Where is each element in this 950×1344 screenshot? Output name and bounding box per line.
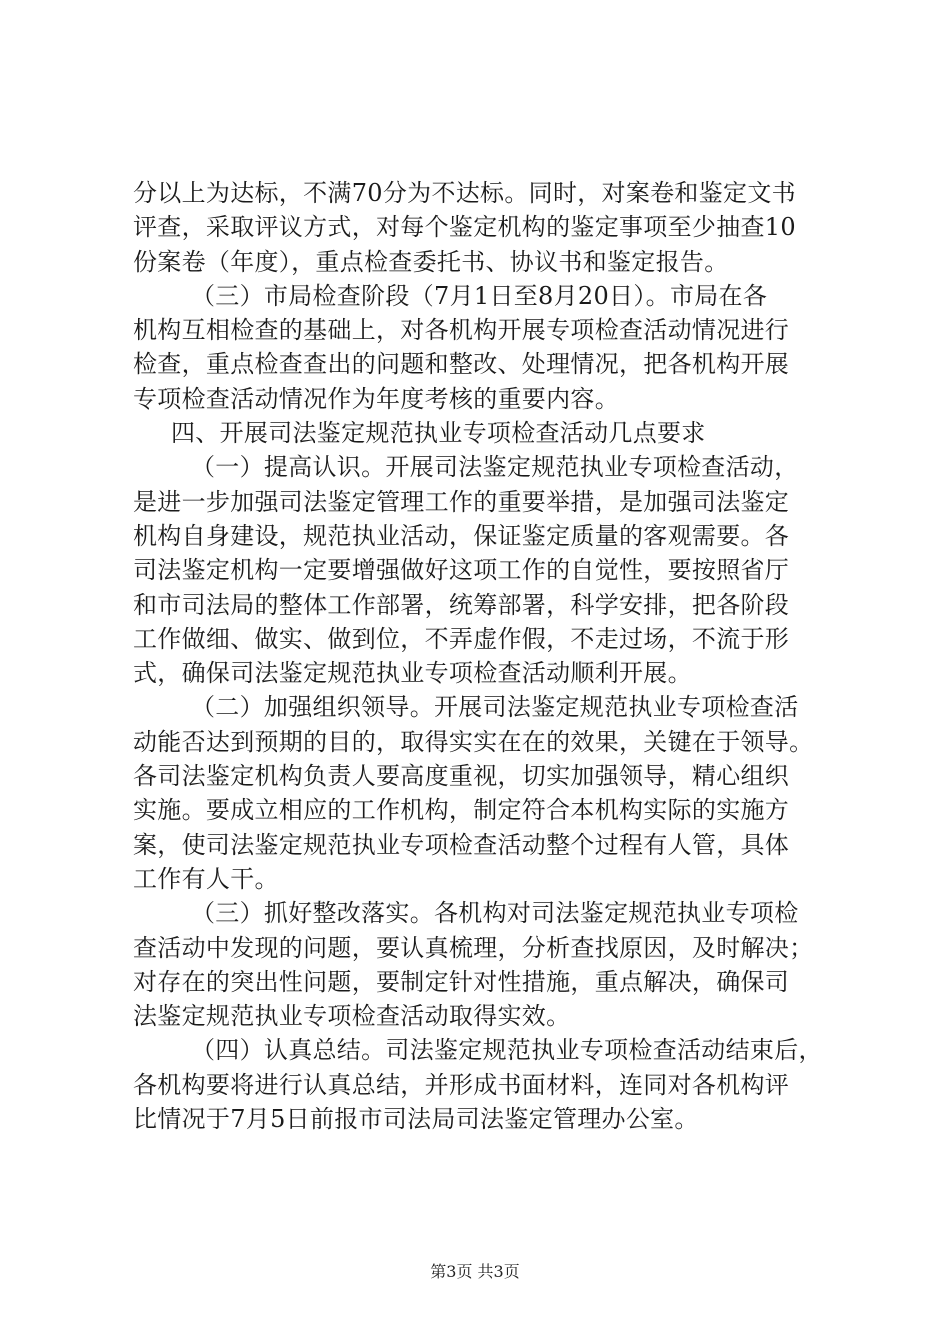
text-line: （一）提高认识。开展司法鉴定规范执业专项检查活动， — [191, 453, 799, 482]
text-line: （三）市局检查阶段（7月1日至8月20日）。市局在各 — [191, 281, 768, 310]
text-line: 各司法鉴定机构负责人要高度重视，切实加强领导，精心组织 — [133, 762, 790, 791]
text-line: 比情况于7月5日前报市司法局司法鉴定管理办公室。 — [133, 1105, 699, 1134]
text-line: 份案卷（年度），重点检查委托书、协议书和鉴定报告。 — [133, 247, 729, 276]
text-line: 分以上为达标，不满70分为不达标。同时，对案卷和鉴定文书 — [133, 179, 796, 207]
text-line: 各机构要将进行认真总结，并形成书面材料，连同对各机构评 — [133, 1070, 790, 1099]
text-line: 法鉴定规范执业专项检查活动取得实效。 — [133, 1002, 571, 1031]
text-line: 机构互相检查的基础上，对各机构开展专项检查活动情况进行 — [133, 316, 790, 345]
text-line: 司法鉴定机构一定要增强做好这项工作的自觉性，要按照省厅 — [133, 556, 790, 585]
text-line: 实施。要成立相应的工作机构，制定符合本机构实际的实施方 — [133, 796, 790, 825]
text-line: 检查，重点检查查出的问题和整改、处理情况，把各机构开展 — [133, 350, 790, 379]
page-footer: 第3页 共3页 — [430, 1262, 520, 1281]
text-line: 和市司法局的整体工作部署，统筹部署，科学安排，把各阶段 — [133, 590, 790, 619]
text-line: 机构自身建设，规范执业活动，保证鉴定质量的客观需要。各 — [133, 521, 790, 550]
text-line: 专项检查活动情况作为年度考核的重要内容。 — [133, 384, 619, 413]
text-line: （二）加强组织领导。开展司法鉴定规范执业专项检查活 — [191, 693, 799, 722]
text-line: 动能否达到预期的目的，取得实实在在的效果，关键在于领导。 — [133, 727, 814, 756]
text-line: 四、开展司法鉴定规范执业专项检查活动几点要求 — [171, 419, 706, 448]
text-line: 是进一步加强司法鉴定管理工作的重要举措，是加强司法鉴定 — [133, 487, 790, 516]
text-line: 查活动中发现的问题，要认真梳理，分析查找原因，及时解决； — [133, 933, 814, 962]
document-body — [133, 176, 833, 1136]
text-line: 工作做细、做实、做到位，不弄虚作假，不走过场，不流于形 — [133, 624, 790, 653]
text-line: 式，确保司法鉴定规范执业专项检查活动顺利开展。 — [133, 659, 692, 688]
text-line: 评查，采取评议方式，对每个鉴定机构的鉴定事项至少抽查10 — [133, 213, 796, 242]
text-line: 对存在的突出性问题，要制定针对性措施，重点解决，确保司 — [133, 967, 790, 996]
text-line: 工作有人干。 — [133, 864, 279, 893]
text-line: （三）抓好整改落实。各机构对司法鉴定规范执业专项检 — [191, 899, 799, 928]
text-line: （四）认真总结。司法鉴定规范执业专项检查活动结束后， — [191, 1036, 823, 1065]
text-line: 案，使司法鉴定规范执业专项检查活动整个过程有人管，具体 — [133, 830, 790, 859]
